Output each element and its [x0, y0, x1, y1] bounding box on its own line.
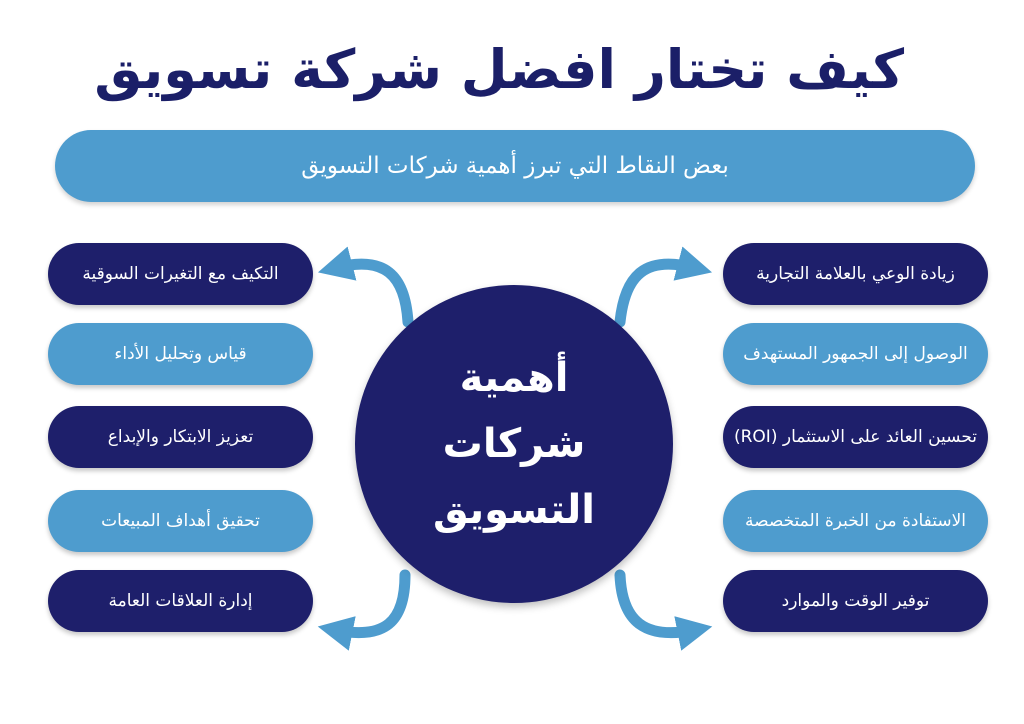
center-line-3: التسويق [433, 487, 595, 533]
arrow-bottom-right-icon [620, 575, 695, 633]
main-title: كيف تختار افضل شركة تسويق [94, 38, 904, 101]
left-item-label: قياس وتحليل الأداء [114, 344, 247, 364]
left-item-label: تحقيق أهداف المبيعات [101, 511, 260, 531]
right-item-label: الاستفادة من الخبرة المتخصصة [744, 511, 967, 531]
arrow-bottom-left-icon [335, 575, 405, 633]
center-circle [355, 285, 673, 603]
left-item-label: تعزيز الابتكار والإبداع [107, 427, 254, 447]
subtitle-text: بعض النقاط التي تبرز أهمية شركات التسويق [301, 153, 729, 179]
left-item-label: التكيف مع التغيرات السوقية [82, 264, 279, 284]
right-item-label: توفير الوقت والموارد [781, 591, 930, 611]
arrow-top-left-icon [335, 264, 408, 322]
right-item-label: زيادة الوعي بالعلامة التجارية [756, 264, 955, 284]
center-line-1: أهمية [459, 355, 569, 401]
center-line-2: شركات [442, 421, 586, 467]
arrow-top-right-icon [620, 264, 695, 322]
right-item-label: تحسين العائد على الاستثمار (ROI) [733, 427, 978, 447]
left-item-label: إدارة العلاقات العامة [108, 591, 253, 611]
right-item-label: الوصول إلى الجمهور المستهدف [743, 344, 968, 364]
